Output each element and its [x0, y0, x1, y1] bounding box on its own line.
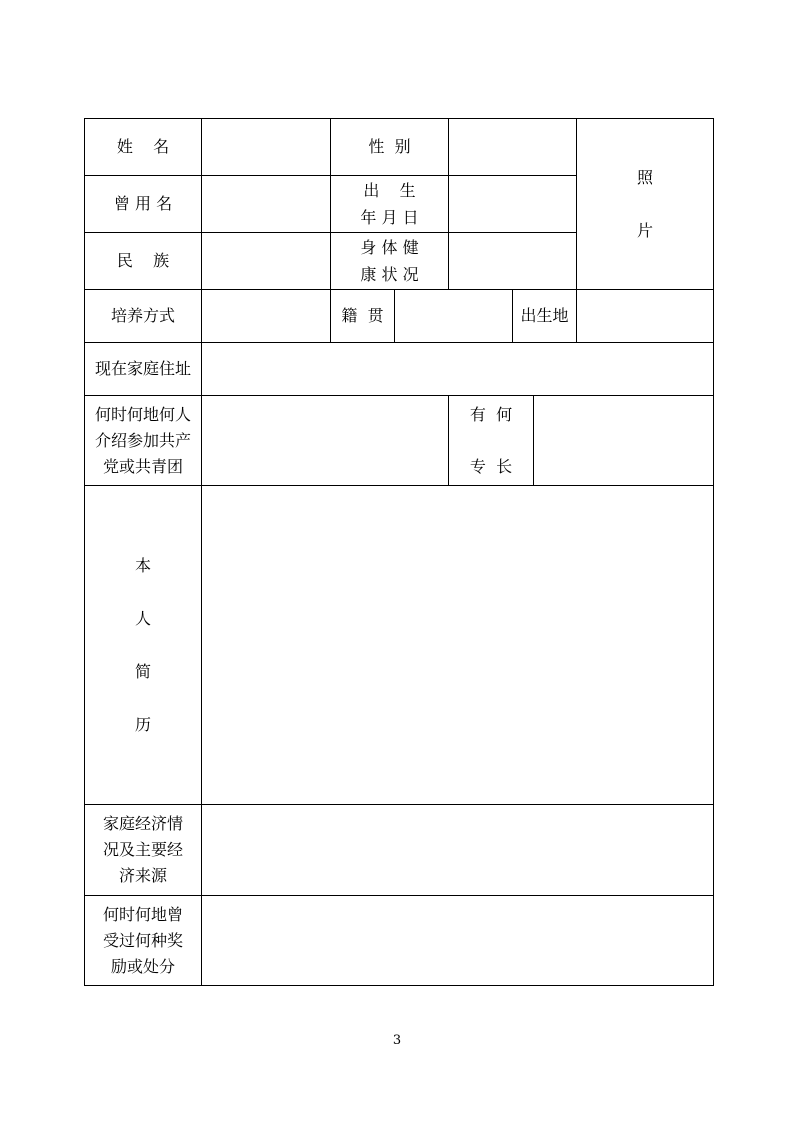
family-economy-label-cell — [85, 805, 202, 896]
rewards-field[interactable] — [202, 896, 713, 985]
party-intro-label: 何时何地何人 介绍参加共产 党或共青团 — [94, 404, 191, 476]
native-place-label: 籍 贯 — [341, 306, 384, 326]
birthplace-label: 出生地 — [520, 306, 569, 326]
party-intro-field[interactable] — [202, 396, 449, 486]
training-mode-label-cell — [85, 290, 202, 343]
health-field[interactable] — [449, 233, 577, 290]
specialty-label: 有 何 专 长 — [469, 404, 513, 476]
name-label: 姓 名 — [116, 137, 170, 157]
health-label-cell — [331, 233, 449, 290]
native-place-label-cell — [331, 290, 395, 343]
home-address-label-cell — [85, 343, 202, 396]
native-place-field[interactable] — [395, 290, 513, 343]
ethnicity-field[interactable] — [202, 233, 331, 290]
photo-box[interactable] — [577, 119, 713, 290]
registration-form-table — [84, 118, 714, 986]
ethnicity-label: 民 族 — [116, 251, 170, 271]
family-economy-field[interactable] — [202, 805, 713, 896]
resume-label-cell — [85, 486, 202, 805]
resume-field[interactable] — [202, 486, 713, 805]
gender-field[interactable] — [449, 119, 577, 176]
page-number: 3 — [392, 1033, 402, 1048]
birthplace-label-cell — [513, 290, 577, 343]
name-label-cell — [85, 119, 202, 176]
training-mode-field[interactable] — [202, 290, 331, 343]
resume-label: 本 人 简 历 — [134, 556, 151, 734]
home-address-label: 现在家庭住址 — [94, 359, 191, 379]
name-field[interactable] — [202, 119, 331, 176]
rewards-label: 何时何地曾 受过何种奖 励或处分 — [102, 904, 183, 976]
health-label: 身 体 健 康 状 况 — [360, 238, 419, 284]
home-address-field[interactable] — [202, 343, 713, 396]
party-intro-label-cell — [85, 396, 202, 486]
training-mode-label: 培养方式 — [110, 306, 175, 326]
birth-date-field[interactable] — [449, 176, 577, 233]
photo-label: 照 片 — [636, 168, 653, 240]
rewards-label-cell — [85, 896, 202, 985]
ethnicity-label-cell — [85, 233, 202, 290]
birth-date-label: 出 生 年 月 日 — [360, 181, 419, 227]
family-economy-label: 家庭经济情 况及主要经 济来源 — [102, 814, 183, 885]
birthplace-field[interactable] — [577, 290, 713, 343]
specialty-label-cell — [449, 396, 534, 486]
gender-label-cell — [331, 119, 449, 176]
former-name-field[interactable] — [202, 176, 331, 233]
former-name-label: 曾 用 名 — [113, 194, 173, 214]
former-name-label-cell — [85, 176, 202, 233]
specialty-field[interactable] — [534, 396, 713, 486]
gender-label: 性 别 — [368, 137, 411, 157]
birth-date-label-cell — [331, 176, 449, 233]
